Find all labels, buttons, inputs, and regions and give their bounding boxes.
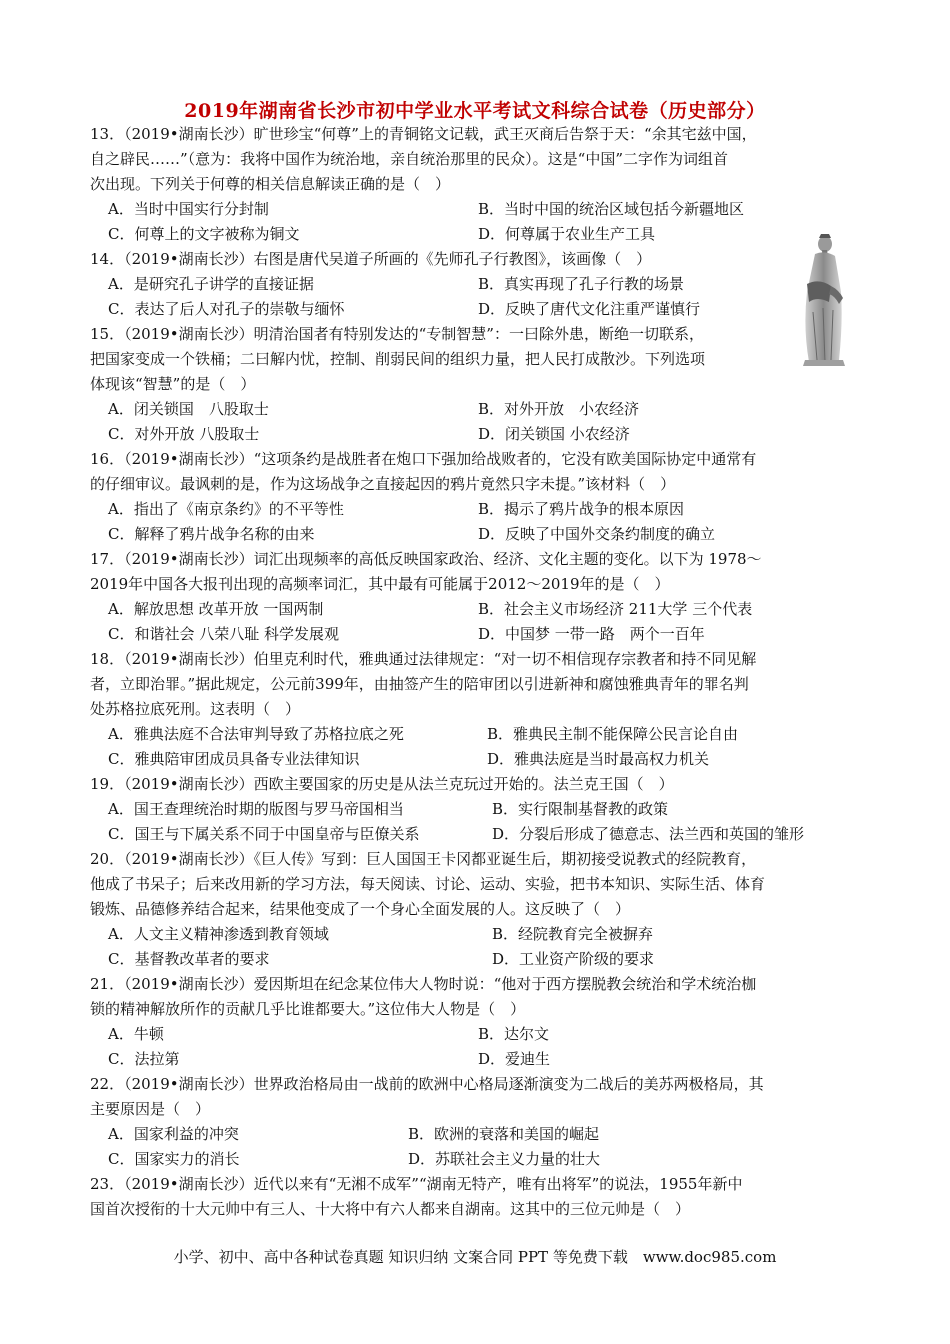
- question-stem-line: 国首次授衔的十大元帅中有三人、十大将中有六人都来自湖南。这其中的三位元帅是（ ）: [90, 1200, 691, 1218]
- question-stem-line: 21．（2019•湖南长沙）爱因斯坦在纪念某位伟大人物时说：“他对于西方摆脱教会统治和学术统治枷: [90, 975, 757, 993]
- option-row: [90, 1147, 870, 1172]
- question: [90, 972, 870, 1072]
- answer-option[interactable]: D．分裂后形成了德意志、法兰西和英国的雏形: [492, 825, 805, 843]
- option-row: [90, 197, 870, 222]
- answer-option[interactable]: A．牛顿: [108, 1025, 164, 1043]
- question: [90, 322, 870, 447]
- option-row: [90, 522, 870, 547]
- question: [90, 547, 870, 647]
- question-stem-line: 16．（2019•湖南长沙）“这项条约是战胜者在炮口下强加给战败者的，它没有欧美国际协定中通常有: [90, 450, 757, 468]
- answer-option[interactable]: A．国王查理统治时期的版图与罗马帝国相当: [108, 800, 404, 818]
- answer-option[interactable]: B．实行限制基督教的政策: [492, 800, 669, 818]
- answer-option[interactable]: C．雅典陪审团成员具备专业法律知识: [108, 750, 360, 768]
- answer-option[interactable]: C．表达了后人对孔子的崇敬与缅怀: [108, 300, 345, 318]
- option-row: [90, 922, 870, 947]
- question-stem-line: 2019年中国各大报刊出现的高频率词汇，其中最有可能属于2012～2019年的是（ ）: [90, 575, 670, 593]
- page-title: 2019年湖南省长沙市初中学业水平考试文科综合试卷（历史部分）: [184, 100, 766, 122]
- question: [90, 247, 870, 322]
- question-stem-line: 次出现。下列关于何尊的相关信息解读正确的是（ ）: [90, 175, 451, 193]
- question-stem-line: 23．（2019•湖南长沙）近代以来有“无湘不成军”“湖南无特产，唯有出将军”的说法，1955年新中: [90, 1175, 743, 1193]
- question-stem-line: 处苏格拉底死刑。这表明（ ）: [90, 700, 301, 718]
- answer-option[interactable]: D．反映了中国外交条约制度的确立: [478, 525, 716, 543]
- question: [90, 1072, 870, 1172]
- answer-option[interactable]: A．当时中国实行分封制: [108, 200, 269, 218]
- answer-option[interactable]: A．雅典法庭不合法审判导致了苏格拉底之死: [108, 725, 404, 743]
- option-row: [90, 947, 870, 972]
- question-stem-line: 锁的精神解放所作的贡献几乎比谁都要大。”这位伟大人物是（ ）: [90, 1000, 526, 1018]
- question-stem-line: 主要原因是（ ）: [90, 1100, 211, 1118]
- question: [90, 1172, 870, 1222]
- answer-option[interactable]: D．爱迪生: [478, 1050, 551, 1068]
- answer-option[interactable]: B．欧洲的衰落和美国的崛起: [408, 1125, 600, 1143]
- question: [90, 122, 870, 247]
- answer-option[interactable]: C．国家实力的消长: [108, 1150, 240, 1168]
- answer-option[interactable]: B．揭示了鸦片战争的根本原因: [478, 500, 685, 518]
- answer-option[interactable]: A．国家利益的冲突: [108, 1125, 239, 1143]
- option-row: [90, 622, 870, 647]
- answer-option[interactable]: A．人文主义精神渗透到教育领域: [108, 925, 329, 943]
- answer-option[interactable]: C．和谐社会 八荣八耻 科学发展观: [108, 625, 340, 643]
- option-row: [90, 497, 870, 522]
- question-stem-line: 自之辟民……”（意为：我将中国作为统治地，亲自统治那里的民众）。这是“中国”二字作为词组首: [90, 150, 729, 168]
- question-stem-line: 20．（2019•湖南长沙）《巨人传》写到：巨人国国王卡冈都亚诞生后，期初接受说教式的经院教育，: [90, 850, 757, 868]
- question-stem-line: 18．（2019•湖南长沙）伯里克利时代，雅典通过法律规定：“对一切不相信现存宗教者和持不同见解: [90, 650, 757, 668]
- answer-option[interactable]: A．解放思想 改革开放 一国两制: [108, 600, 324, 618]
- option-row: [90, 747, 870, 772]
- answer-option[interactable]: C．国王与下属关系不同于中国皇帝与臣僚关系: [108, 825, 420, 843]
- option-row: [90, 272, 870, 297]
- answer-option[interactable]: D．中国梦 一带一路 两个一百年: [478, 625, 705, 643]
- option-row: [90, 1122, 870, 1147]
- question-stem-line: 锻炼、品德修养结合起来，结果他变成了一个身心全面发展的人。这反映了（ ）: [90, 900, 631, 918]
- question: [90, 847, 870, 972]
- option-row: [90, 797, 870, 822]
- question-stem-line: 14．（2019•湖南长沙）右图是唐代吴道子所画的《先师孔子行教图》，该画像（ ）: [90, 250, 652, 268]
- question-stem-line: 者，立即治罪。”据此规定，公元前399年，由抽签产生的陪审团以引进新神和腐蚀雅典青年的罪名判: [90, 675, 749, 693]
- answer-option[interactable]: D．雅典法庭是当时最高权力机关: [487, 750, 710, 768]
- answer-option[interactable]: B．真实再现了孔子行教的场景: [478, 275, 685, 293]
- answer-option[interactable]: B．达尔文: [478, 1025, 550, 1043]
- answer-option[interactable]: A．是研究孔子讲学的直接证据: [108, 275, 314, 293]
- footer-note: 小学、初中、高中各种试卷真题 知识归纳 文案合同 PPT 等免费下载 www.doc985.com: [173, 1248, 777, 1266]
- question: [90, 447, 870, 547]
- option-row: [90, 222, 870, 247]
- option-row: [90, 822, 870, 847]
- option-row: [90, 722, 870, 747]
- question-stem-line: 15．（2019•湖南长沙）明清治国者有特别发达的“专制智慧”：一曰除外患，断绝一切联系，: [90, 325, 704, 343]
- question-stem-line: 13．（2019•湖南长沙）旷世珍宝“何尊”上的青铜铭文记载，武王灭商后告祭于天：“余其宅兹中国，: [90, 125, 757, 143]
- question-list: [90, 122, 870, 1222]
- answer-option[interactable]: C．法拉第: [108, 1050, 180, 1068]
- question-stem-line: 的仔细审议。最讽刺的是，作为这场战争之直接起因的鸦片竟然只字未提。”该材料（ ）: [90, 475, 676, 493]
- answer-option[interactable]: B．当时中国的统治区域包括今新疆地区: [478, 200, 745, 218]
- answer-option[interactable]: C．对外开放 八股取士: [108, 425, 260, 443]
- question: [90, 647, 870, 772]
- question-stem-line: 把国家变成一个铁桶；二曰解内忧，控制、削弱民间的组织力量，把人民打成散沙。下列选项: [90, 350, 706, 368]
- question-stem-line: 19．（2019•湖南长沙）西欧主要国家的历史是从法兰克玩过开始的。法兰克王国（ ）: [90, 775, 674, 793]
- answer-option[interactable]: C．基督教改革者的要求: [108, 950, 270, 968]
- question-stem-line: 22．（2019•湖南长沙）世界政治格局由一战前的欧洲中心格局逐渐演变为二战后的美苏两极格局，其: [90, 1075, 764, 1093]
- question-stem-line: 他成了书呆子；后来改用新的学习方法，每天阅读、讨论、运动、实验，把书本知识、实际生活、体育: [90, 875, 766, 893]
- answer-option[interactable]: D．何尊属于农业生产工具: [478, 225, 656, 243]
- option-row: [90, 597, 870, 622]
- answer-option[interactable]: A．闭关锁国 八股取士: [108, 400, 269, 418]
- option-row: [90, 297, 870, 322]
- answer-option[interactable]: D．反映了唐代文化注重严谨慎行: [478, 300, 701, 318]
- option-row: [90, 422, 870, 447]
- option-row: [90, 397, 870, 422]
- answer-option[interactable]: B．雅典民主制不能保障公民言论自由: [487, 725, 739, 743]
- answer-option[interactable]: D．闭关锁国 小农经济: [478, 425, 630, 443]
- option-row: [90, 1047, 870, 1072]
- confucius-figure: [795, 232, 851, 368]
- question-stem-line: 17．（2019•湖南长沙）词汇出现频率的高低反映国家政治、经济、文化主题的变化。以下为 1978～: [90, 550, 762, 568]
- question: [90, 772, 870, 847]
- answer-option[interactable]: A．指出了《南京条约》的不平等性: [108, 500, 344, 518]
- answer-option[interactable]: B．经院教育完全被摒弃: [492, 925, 654, 943]
- option-row: [90, 1022, 870, 1047]
- answer-option[interactable]: B．对外开放 小农经济: [478, 400, 640, 418]
- answer-option[interactable]: C．何尊上的文字被称为铜文: [108, 225, 300, 243]
- answer-option[interactable]: B．社会主义市场经济 211大学 三个代表: [478, 600, 753, 618]
- question-stem-line: 体现该“智慧”的是（ ）: [90, 375, 256, 393]
- answer-option[interactable]: D．苏联社会主义力量的壮大: [408, 1150, 601, 1168]
- answer-option[interactable]: C．解释了鸦片战争名称的由来: [108, 525, 315, 543]
- answer-option[interactable]: D．工业资产阶级的要求: [492, 950, 655, 968]
